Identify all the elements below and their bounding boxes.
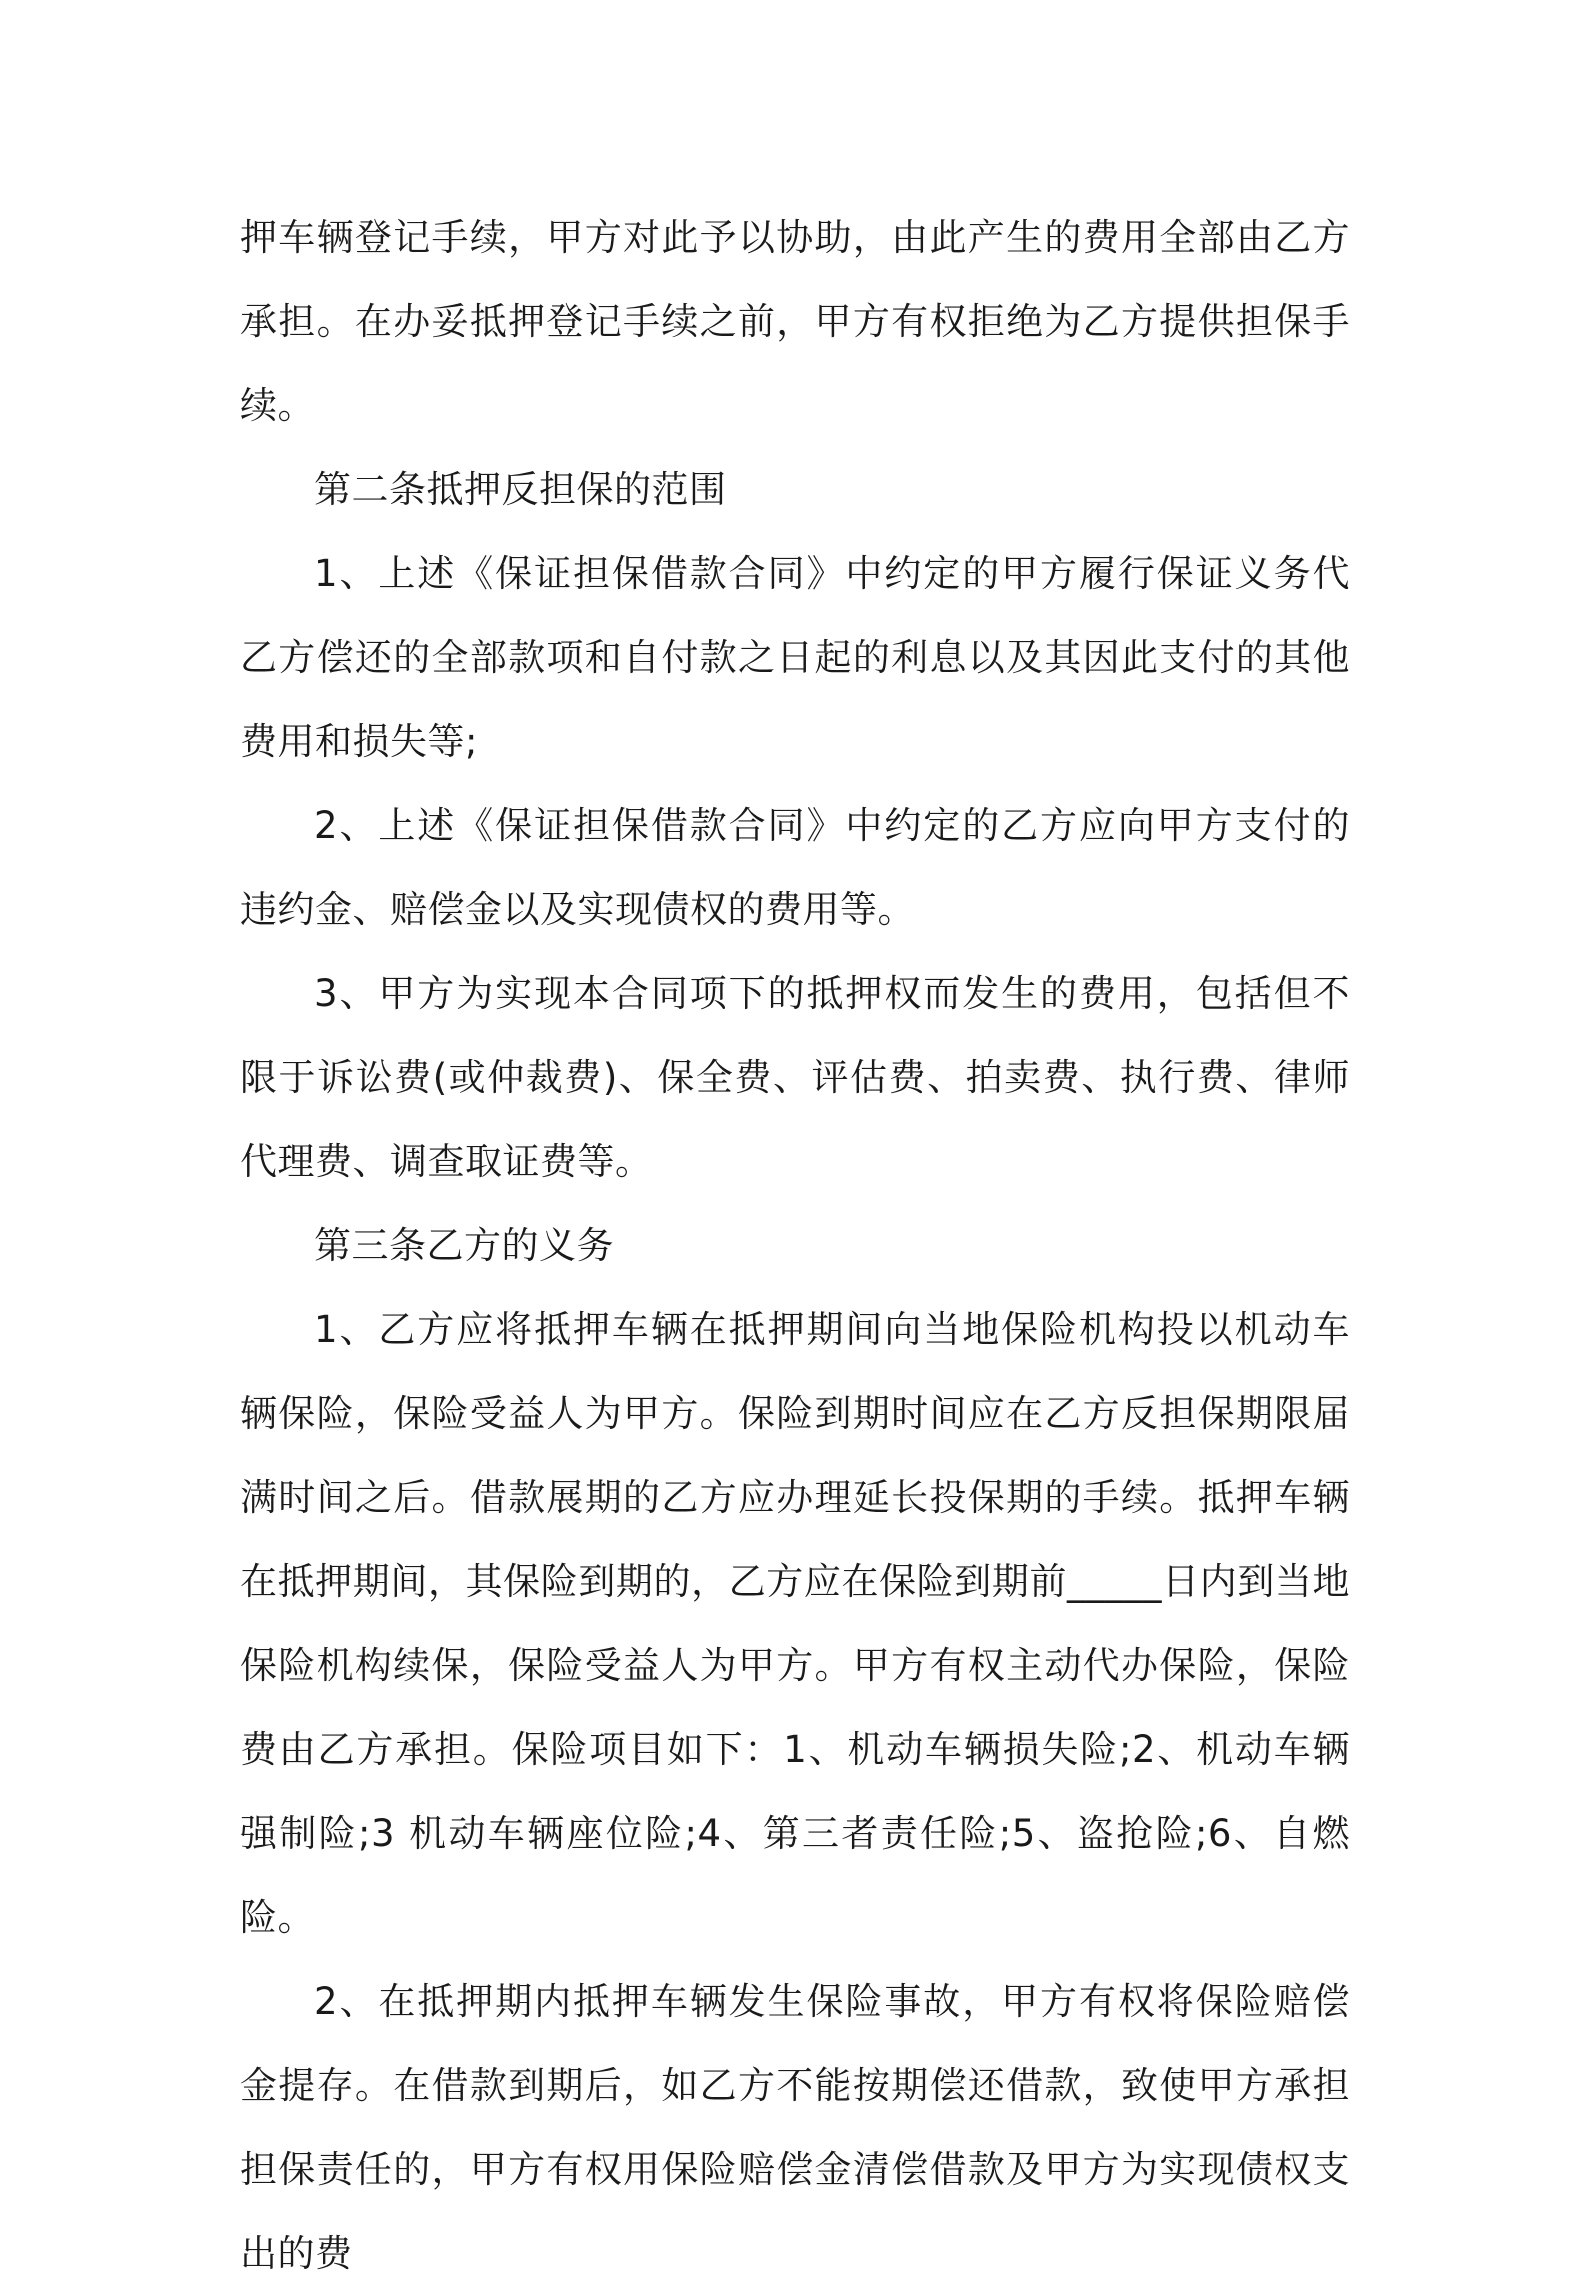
article-3-heading: 第三条乙方的义务	[314, 1224, 614, 1267]
article-2-heading: 第二条抵押反担保的范围	[314, 468, 727, 511]
article-3-item-1: 1、乙方应将抵押车辆在抵押期间向当地保险机构投以机动车辆保险，保险受益人为甲方。保险到期时间应在乙方反担保期限届满时间之后。借款展期的乙方应办理延长投保期的手续。抵押车辆在抵押期间，其保险到期的，乙方应在保险到期前_____日内到当地保险机构续保，保险受益人为甲方。甲方有权主动代办保险，保险费由乙方承担。保险项目如下：1、机动车辆损失险;2、机动车辆强制险;3 机动车辆座位险;4、第三者责任险;5、盗抢险;6、自燃险。	[240, 1308, 1350, 1939]
article-2-item-3: 3、甲方为实现本合同项下的抵押权而发生的费用，包括但不限于诉讼费(或仲裁费)、保全费、评估费、拍卖费、执行费、律师代理费、调查取证费等。	[240, 972, 1350, 1183]
article-2-item-1: 1、上述《保证担保借款合同》中约定的甲方履行保证义务代乙方偿还的全部款项和自付款之日起的利息以及其因此支付的其他费用和损失等;	[240, 552, 1350, 763]
paragraph-registration-continued: 押车辆登记手续，甲方对此予以协助，由此产生的费用全部由乙方承担。在办妥抵押登记手续之前，甲方有权拒绝为乙方提供担保手续。	[240, 216, 1350, 427]
article-2-item-2: 2、上述《保证担保借款合同》中约定的乙方应向甲方支付的违约金、赔偿金以及实现债权的费用等。	[240, 804, 1350, 931]
article-3-item-2: 2、在抵押期内抵押车辆发生保险事故，甲方有权将保险赔偿金提存。在借款到期后，如乙方不能按期偿还借款，致使甲方承担担保责任的，甲方有权用保险赔偿金清偿借款及甲方为实现债权支出的费	[240, 1980, 1350, 2275]
document-body	[240, 196, 1350, 2296]
